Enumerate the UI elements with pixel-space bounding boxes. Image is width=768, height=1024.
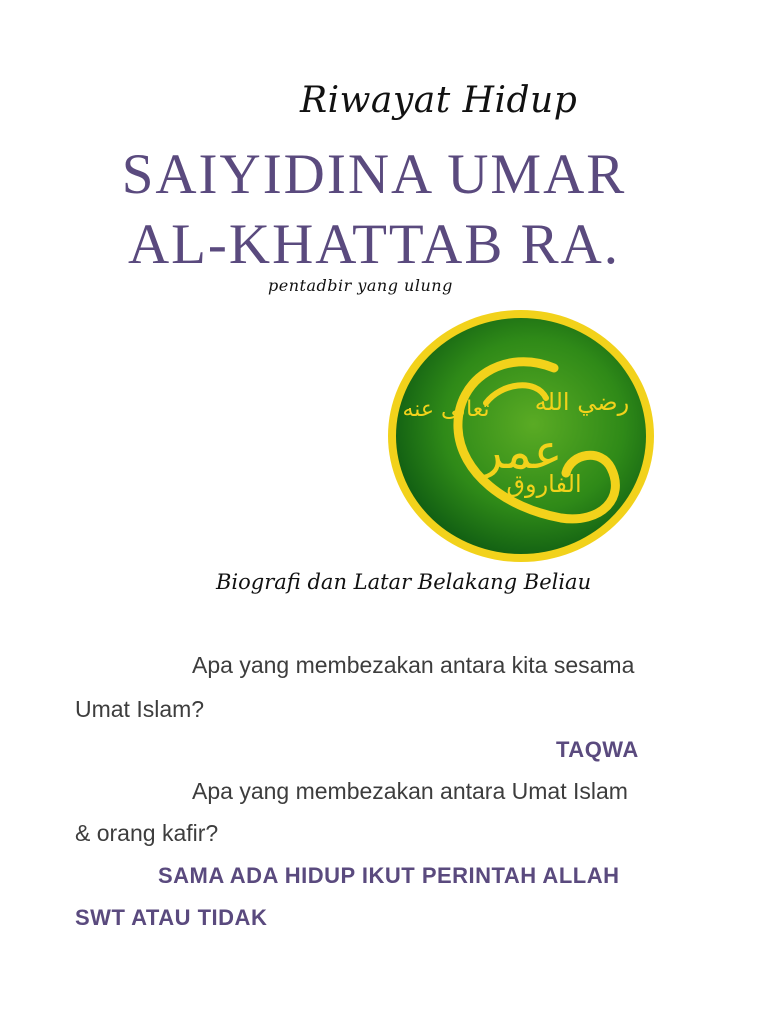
page-title-line-2: AL-KHATTAB RA.	[127, 213, 621, 276]
answer-1: TAQWA	[556, 737, 639, 762]
section-heading: Biografi dan Latar Belakang Beliau	[216, 570, 592, 594]
page-title-line-1: SAIYIDINA UMAR	[121, 143, 627, 206]
emblem-text-center: عمر	[479, 424, 563, 480]
question-1-line-2: Umat Islam?	[75, 696, 205, 722]
subtitle: pentadbir yang ulung	[268, 276, 453, 295]
answer-2-line-1: SAMA ADA HIDUP IKUT PERINTAH ALLAH	[158, 863, 620, 888]
riwayat-hidup-heading: Riwayat Hidup	[300, 80, 578, 121]
umar-calligraphy-emblem	[386, 308, 656, 564]
emblem-text-bottom: الفاروق	[506, 470, 582, 498]
question-1-line-1: Apa yang membezakan antara kita sesama	[192, 652, 635, 678]
emblem-text-left: تعالى عنه	[402, 397, 490, 422]
emblem-text-top-right: رضي الله	[534, 388, 630, 416]
question-2-line-1: Apa yang membezakan antara Umat Islam	[192, 778, 628, 804]
question-2-line-2: & orang kafir?	[75, 820, 219, 846]
answer-2-line-2: SWT ATAU TIDAK	[75, 905, 268, 930]
